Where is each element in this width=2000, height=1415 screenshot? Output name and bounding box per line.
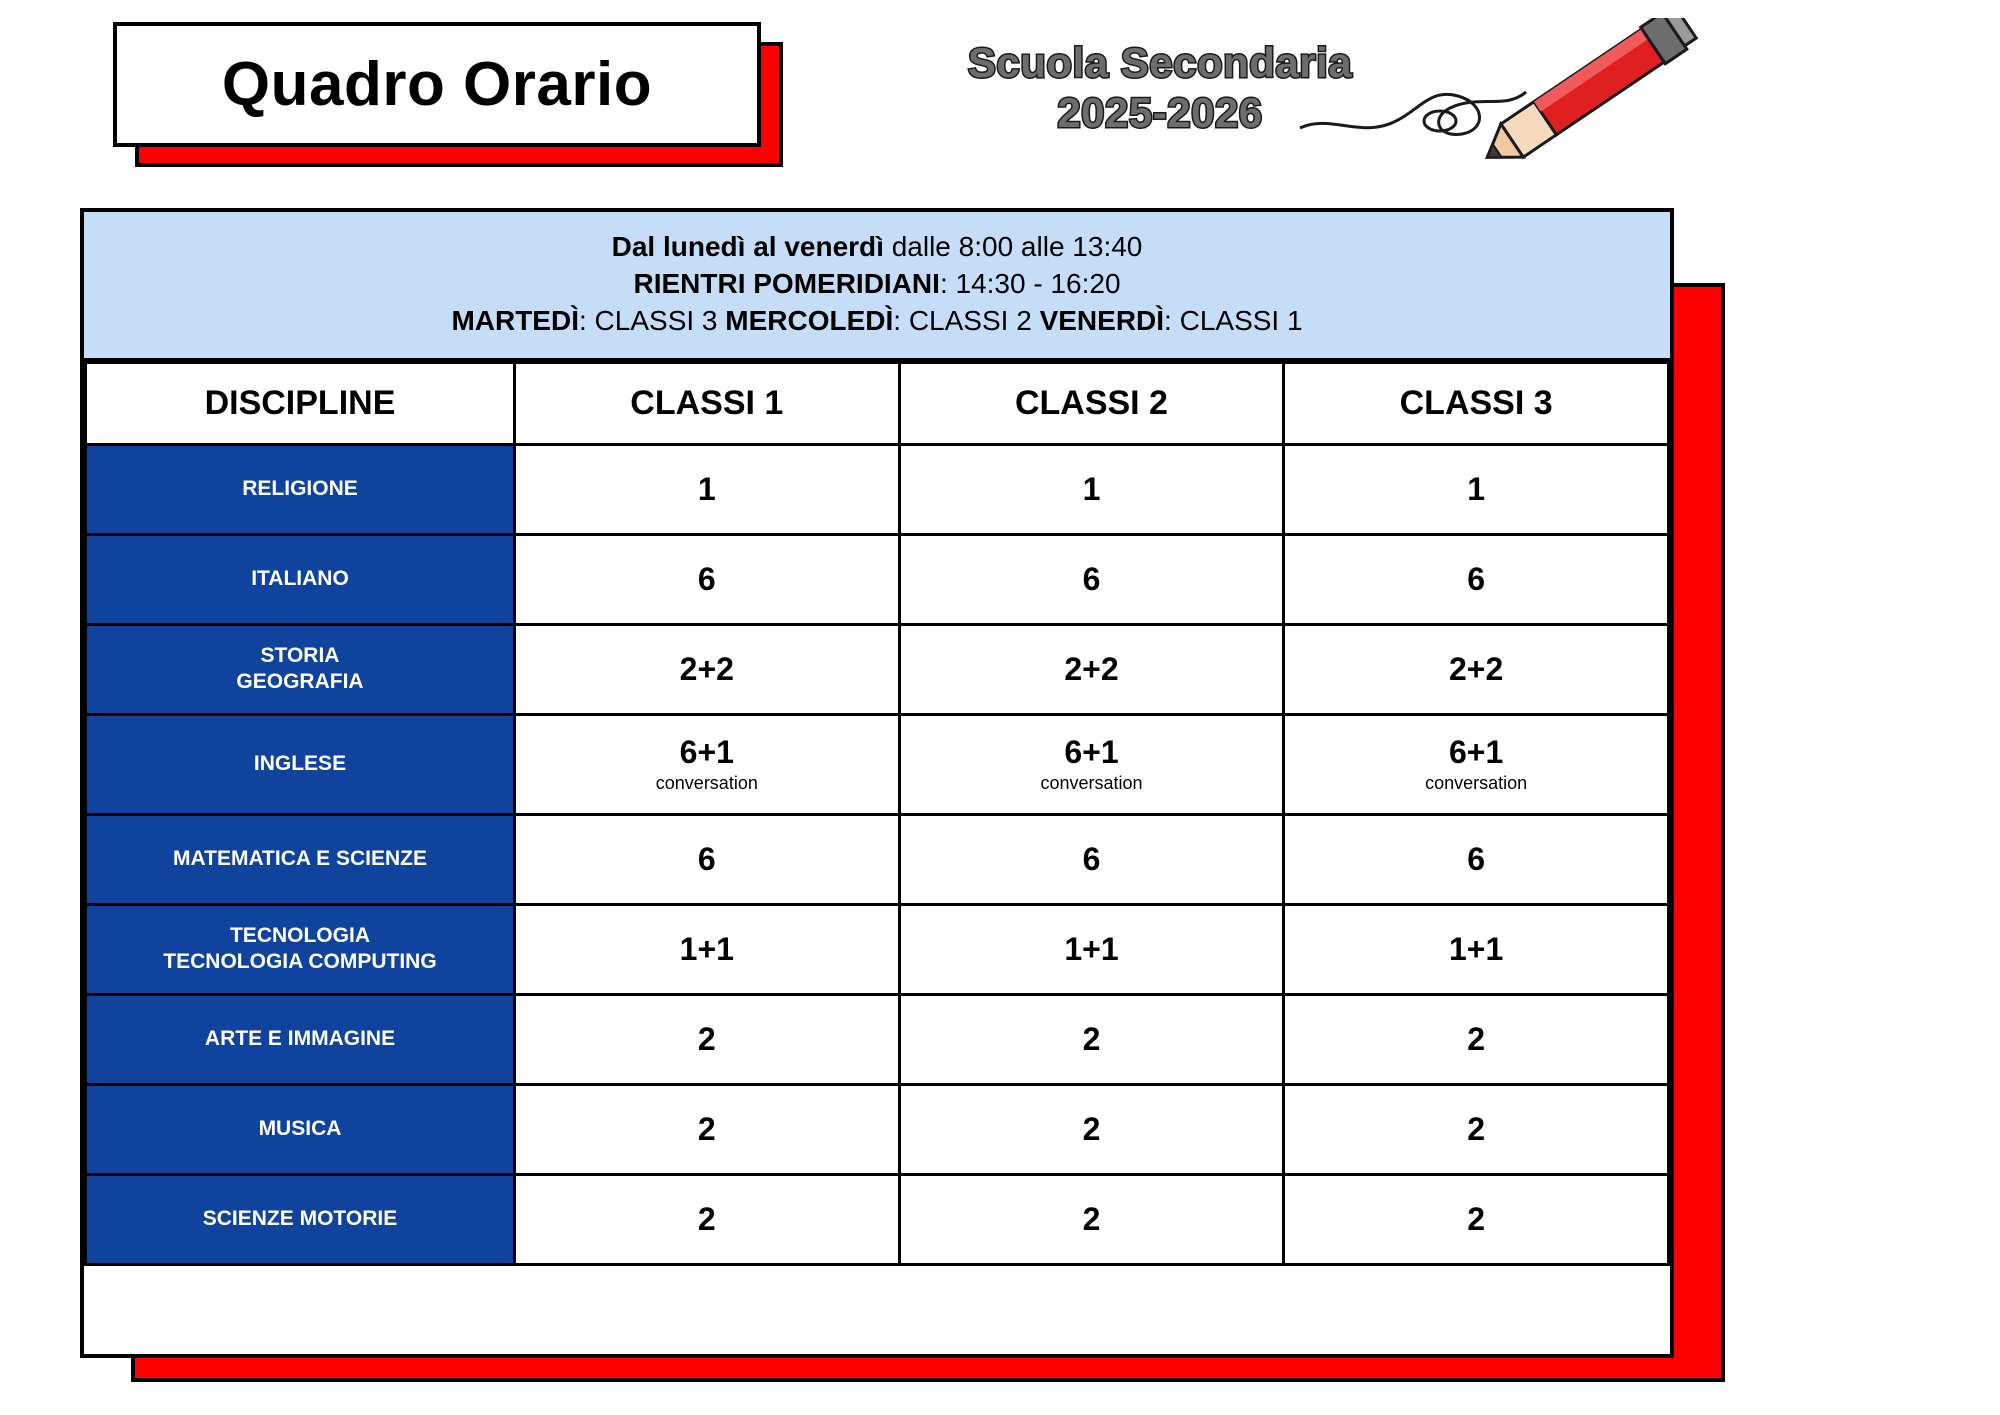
hours-cell-classi-1: 2	[514, 1084, 899, 1174]
hours-cell-note: conversation	[1040, 772, 1143, 793]
pencil-icon	[1475, 18, 1699, 176]
schedule-notice	[84, 212, 1670, 361]
table-row	[86, 714, 1669, 814]
hours-cell-classi-2: 6	[899, 814, 1284, 904]
hours-cell-classi-2: 6	[899, 534, 1284, 624]
schedule-body	[86, 444, 1669, 1264]
table-row	[86, 1174, 1669, 1264]
column-header-discipline: DISCIPLINE	[86, 362, 515, 444]
notice-afternoon-label: RIENTRI POMERIDIANI	[633, 268, 940, 300]
discipline-cell: TECNOLOGIA TECNOLOGIA COMPUTING	[86, 904, 515, 994]
hours-cell-classi-3: 2	[1284, 1174, 1669, 1264]
notice-afternoon-value: : 14:30 - 16:20	[939, 268, 1121, 300]
discipline-cell: ARTE E IMMAGINE	[86, 994, 515, 1084]
school-year: 2025-2026	[1057, 88, 1263, 136]
table-row	[86, 904, 1669, 994]
hours-cell-classi-3: 1	[1284, 444, 1669, 534]
squiggle-line-icon	[1300, 92, 1526, 135]
table-row	[86, 534, 1669, 624]
hours-cell-classi-2: 2	[899, 1084, 1284, 1174]
hours-cell-classi-2: 2+2	[899, 624, 1284, 714]
hours-cell-classi-3: 2	[1284, 1084, 1669, 1174]
pencil-doodle	[1290, 18, 1710, 178]
hours-cell-classi-1: 1+1	[514, 904, 899, 994]
hours-cell-classi-3: 6	[1284, 534, 1669, 624]
page-title: Quadro Orario	[221, 50, 653, 119]
hours-cell-classi-3: 1+1	[1284, 904, 1669, 994]
hours-cell-note: conversation	[1425, 772, 1528, 793]
hours-cell-classi-3: 2	[1284, 994, 1669, 1084]
notice-friday-label: VENERDÌ	[1039, 305, 1165, 337]
discipline-cell: RELIGIONE	[86, 444, 515, 534]
schedule-table	[84, 361, 1670, 1266]
table-row	[86, 994, 1669, 1084]
hours-cell-classi-1: 6	[514, 814, 899, 904]
hours-cell-classi-1: 6	[514, 534, 899, 624]
column-header-classi-1: CLASSI 1	[514, 362, 899, 444]
notice-friday-value: : CLASSI 1	[1164, 305, 1303, 337]
notice-wednesday-label: MERCOLEDÌ	[725, 305, 894, 337]
notice-line-daymap	[94, 302, 1660, 339]
school-name: Scuola Secondaria	[967, 39, 1353, 86]
hours-cell-classi-1: 6+1 conversation	[514, 714, 899, 814]
hours-cell-classi-1: 1	[514, 444, 899, 534]
notice-line-hours	[94, 228, 1660, 265]
page-title-block	[113, 22, 783, 167]
hours-cell-note: conversation	[655, 772, 758, 793]
hours-cell-classi-1: 2	[514, 994, 899, 1084]
hours-cell-classi-3: 2+2	[1284, 624, 1669, 714]
column-header-classi-2: CLASSI 2	[899, 362, 1284, 444]
discipline-cell: SCIENZE MOTORIE	[86, 1174, 515, 1264]
discipline-cell: MATEMATICA E SCIENZE	[86, 814, 515, 904]
table-row	[86, 624, 1669, 714]
notice-hours-value: dalle 8:00 alle 13:40	[883, 231, 1143, 262]
hours-cell-classi-2: 2	[899, 994, 1284, 1084]
column-header-classi-3: CLASSI 3	[1284, 362, 1669, 444]
discipline-cell: MUSICA	[86, 1084, 515, 1174]
discipline-cell: INGLESE	[86, 714, 515, 814]
notice-days-label: Dal lunedì al venerdì	[611, 231, 884, 262]
table-row	[86, 814, 1669, 904]
notice-line-afternoon	[94, 265, 1660, 302]
hours-cell-classi-2: 1+1	[899, 904, 1284, 994]
notice-tuesday-value: : CLASSI 3	[578, 305, 726, 337]
notice-tuesday-label: MARTEDÌ	[451, 305, 579, 337]
table-row	[86, 1084, 1669, 1174]
table-row	[86, 444, 1669, 534]
discipline-cell: STORIA GEOGRAFIA	[86, 624, 515, 714]
table-header-row	[86, 362, 1669, 444]
hours-cell-classi-2: 6+1 conversation	[899, 714, 1284, 814]
schedule-card	[80, 208, 1674, 1358]
hours-cell-classi-3: 6	[1284, 814, 1669, 904]
notice-wednesday-value: : CLASSI 2	[893, 305, 1040, 337]
hours-cell-classi-2: 2	[899, 1174, 1284, 1264]
discipline-cell: ITALIANO	[86, 534, 515, 624]
hours-cell-classi-2: 1	[899, 444, 1284, 534]
hours-cell-classi-1: 2+2	[514, 624, 899, 714]
hours-cell-classi-1: 2	[514, 1174, 899, 1264]
title-box	[113, 22, 761, 147]
hours-cell-classi-3: 6+1 conversation	[1284, 714, 1669, 814]
